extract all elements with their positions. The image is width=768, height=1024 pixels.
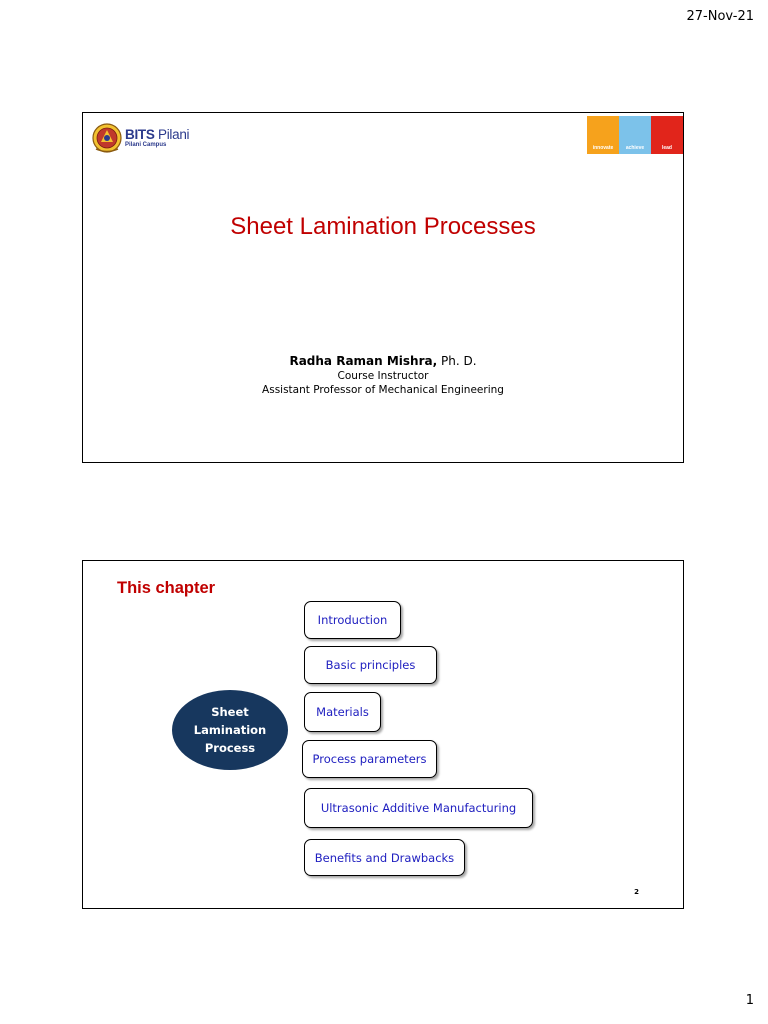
title-slide <box>82 112 684 463</box>
topic-materials: Materials <box>304 692 381 732</box>
author-degree: Ph. D. <box>441 354 477 368</box>
page-number: 1 <box>745 993 754 1008</box>
topic-introduction: Introduction <box>304 601 401 639</box>
tagline-innovate: innovate <box>587 116 619 154</box>
author-role: Course Instructor <box>337 370 429 382</box>
topic-benefits-and-drawbacks: Benefits and Drawbacks <box>304 839 465 876</box>
chapter-overview-slide <box>82 560 684 909</box>
logo-campus: Pilani Campus <box>125 142 167 149</box>
logo-name-light: Pilani <box>158 126 190 142</box>
bits-pilani-logo <box>92 121 189 155</box>
bits-emblem-icon <box>92 121 122 155</box>
tagline-banner <box>587 116 683 154</box>
center-topic-line: Lamination <box>193 723 267 737</box>
tagline-lead: lead <box>651 116 683 154</box>
chapter-heading: This chapter <box>117 579 216 597</box>
center-topic-line: Process <box>204 741 256 755</box>
topic-basic-principles: Basic principles <box>304 646 437 684</box>
author-block <box>83 353 683 397</box>
slide-number: 2 <box>634 888 639 896</box>
author-name: Radha Raman Mishra, <box>289 354 438 368</box>
topic-ultrasonic-additive-manufacturing: Ultrasonic Additive Manufacturing <box>304 788 533 828</box>
center-topic-line: Sheet <box>211 705 249 719</box>
slide-title: Sheet Lamination Processes <box>230 213 536 240</box>
topic-process-parameters: Process parameters <box>302 740 437 778</box>
tagline-achieve: achieve <box>619 116 651 154</box>
center-topic-ellipse <box>172 690 288 770</box>
logo-name-bold: BITS <box>125 126 155 142</box>
page-date: 27-Nov-21 <box>686 9 754 24</box>
author-position: Assistant Professor of Mechanical Engineering <box>262 384 504 396</box>
